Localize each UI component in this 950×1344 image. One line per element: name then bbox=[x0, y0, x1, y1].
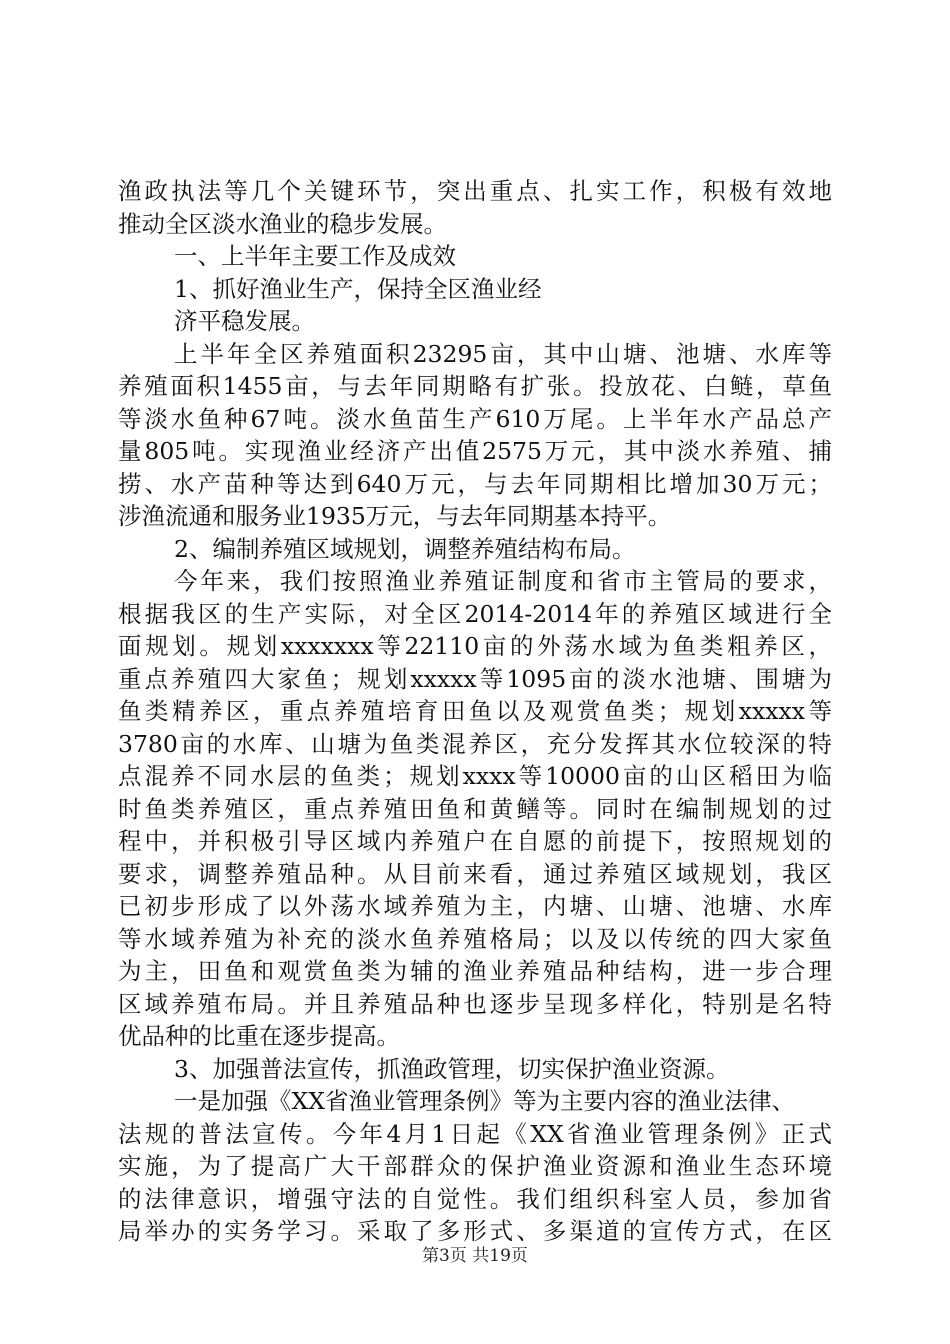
text-line: 为主，田鱼和观赏鱼类为辅的渔业养殖品种结构，进一步合理 bbox=[118, 957, 832, 985]
text-line: 等淡水鱼种67吨。淡水鱼苗生产610万尾。上半年水产品总产 bbox=[118, 404, 832, 433]
text-line: 根据我区的生产实际，对全区2014-2014年的养殖区域进行全 bbox=[118, 599, 832, 628]
text-line: 推动全区淡水渔业的稳步发展。 bbox=[118, 209, 447, 238]
text-line: 时鱼类养殖区，重点养殖田鱼和黄鳝等。同时在编制规划的过 bbox=[118, 794, 832, 823]
text-line: 渔政执法等几个关键环节，突出重点、扎实工作，积极有效地 bbox=[118, 177, 832, 205]
text-line: 量805吨。实现渔业经济产出值2575万元，其中淡水养殖、捕 bbox=[118, 437, 832, 465]
text-line: 实施，为了提高广大干部群众的保护渔业资源和渔业生态环境 bbox=[118, 1152, 832, 1180]
text-line: 已初步形成了以外荡水域养殖为主，内塘、山塘、池塘、水库 bbox=[118, 892, 832, 920]
document-body bbox=[118, 175, 832, 1248]
text-line: 优品种的比重在逐步提高。 bbox=[118, 1022, 400, 1050]
text-line: 的法律意识，增强守法的自觉性。我们组织科室人员，参加省 bbox=[118, 1184, 832, 1213]
text-line: 法规的普法宣传。今年4月1日起《XX省渔业管理条例》正式 bbox=[118, 1119, 832, 1148]
text-line: 程中，并积极引导区域内养殖户在自愿的前提下，按照规划的 bbox=[118, 827, 832, 855]
text-line: 养殖面积1455亩，与去年同期略有扩张。投放花、白鲢，草鱼 bbox=[118, 372, 832, 400]
text-line: 济平稳发展。 bbox=[174, 307, 315, 335]
text-line: 鱼类精养区，重点养殖培育田鱼以及观赏鱼类；规划xxxxx等 bbox=[118, 697, 832, 725]
text-line: 1、抓好渔业生产，保持全区渔业经 bbox=[174, 274, 542, 303]
text-line: 3、加强普法宣传，抓渔政管理，切实保护渔业资源。 bbox=[174, 1054, 730, 1083]
text-line: 捞、水产苗种等达到640万元，与去年同期相比增加30万元； bbox=[118, 469, 832, 498]
page-footer: 第3页 共19页 bbox=[422, 1246, 528, 1266]
text-line: 重点养殖四大家鱼；规划xxxxx等1095亩的淡水池塘、围塘为 bbox=[118, 664, 832, 693]
text-line: 一是加强《XX省渔业管理条例》等为主要内容的渔业法律、 bbox=[174, 1087, 795, 1115]
text-line: 要求，调整养殖品种。从目前来看，通过养殖区域规划，我区 bbox=[118, 859, 832, 888]
text-line: 今年来，我们按照渔业养殖证制度和省市主管局的要求， bbox=[174, 567, 832, 595]
text-line: 区域养殖布局。并且养殖品种也逐步呈现多样化，特别是名特 bbox=[118, 989, 832, 1018]
text-line: 一、上半年主要工作及成效 bbox=[174, 242, 456, 270]
text-line: 面规划。规划xxxxxxx等22110亩的外荡水域为鱼类粗养区， bbox=[118, 632, 832, 660]
text-line: 3780亩的水库、山塘为鱼类混养区，充分发挥其水位较深的特 bbox=[118, 729, 832, 758]
text-line: 等水域养殖为补充的淡水鱼养殖格局；以及以传统的四大家鱼 bbox=[118, 924, 832, 953]
text-line: 2、编制养殖区域规划，调整养殖结构布局。 bbox=[174, 534, 636, 563]
text-line: 上半年全区养殖面积23295亩，其中山塘、池塘、水库等 bbox=[174, 339, 832, 368]
text-line: 涉渔流通和服务业1935万元，与去年同期基本持平。 bbox=[118, 502, 672, 530]
text-line: 局举办的实务学习。采取了多形式、多渠道的宣传方式，在区 bbox=[118, 1217, 832, 1245]
text-line: 点混养不同水层的鱼类；规划xxxx等10000亩的山区稻田为临 bbox=[118, 762, 832, 790]
